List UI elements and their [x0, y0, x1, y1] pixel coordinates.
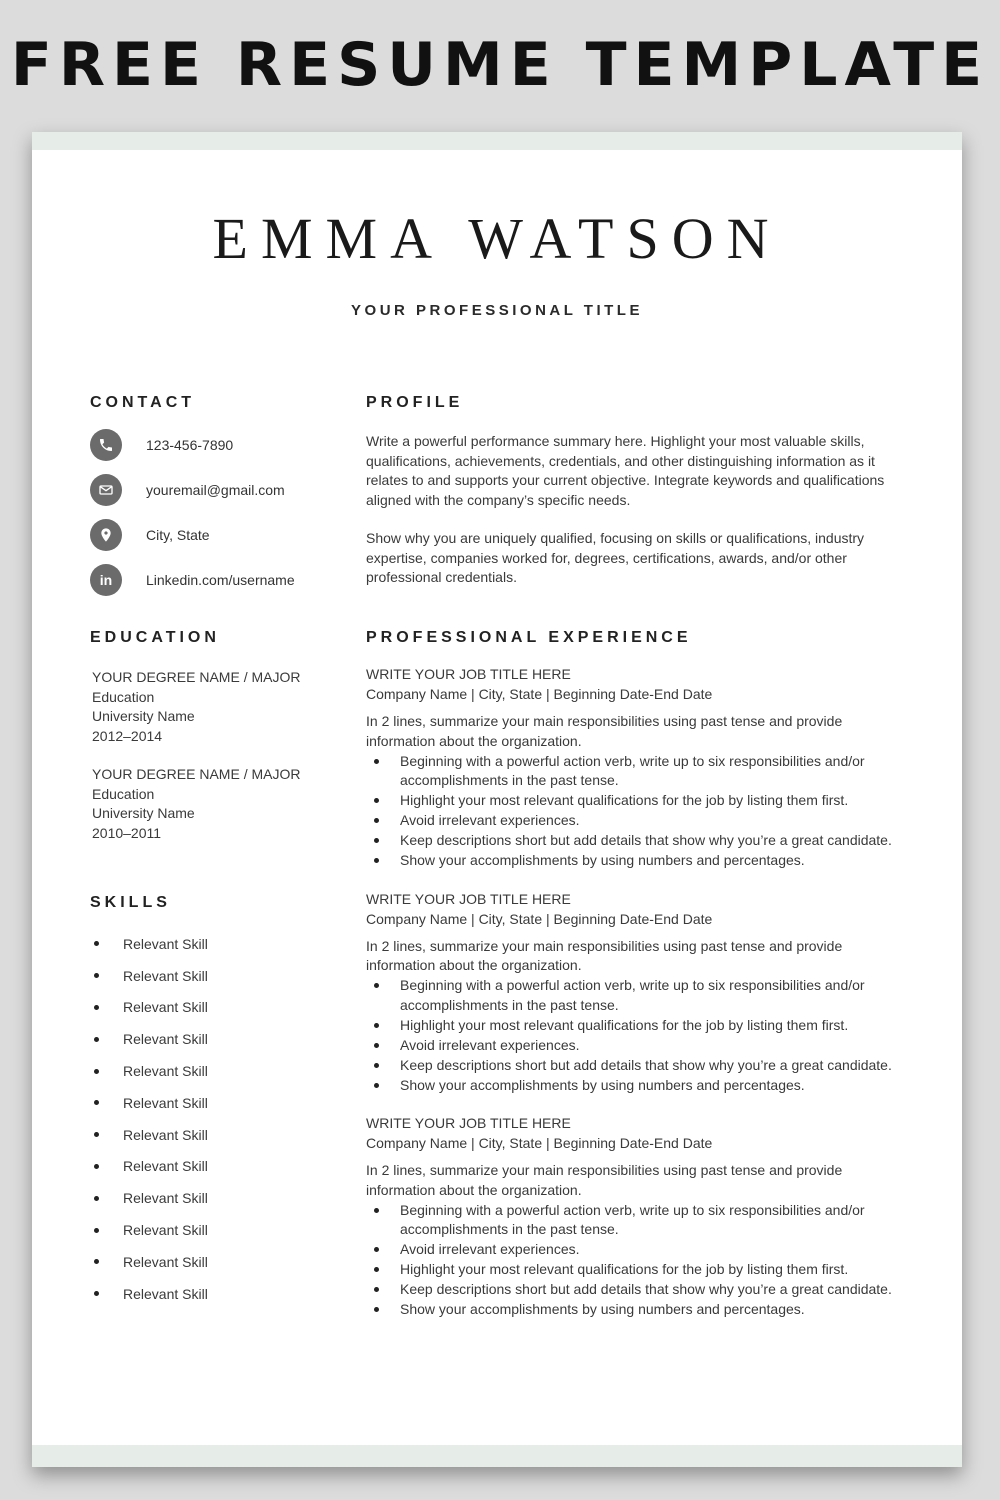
skill-item: Relevant Skill	[90, 960, 340, 992]
skill-item: Relevant Skill	[90, 1119, 340, 1151]
email-icon	[90, 474, 122, 506]
skill-item: Relevant Skill	[90, 1151, 340, 1183]
linkedin-icon: in	[90, 564, 122, 596]
profile-section	[366, 432, 906, 588]
education-heading: EDUCATION	[90, 629, 220, 646]
degree-name: YOUR DEGREE NAME / MAJOR	[92, 766, 301, 782]
profile-paragraph: Show why you are uniquely qualified, focusing on skills or qualifications, industry expertise, companies worked for, degrees, certifications, awards, and/or other professional credentials.	[366, 530, 865, 585]
job-title: WRITE YOUR JOB TITLE HERE	[366, 890, 571, 907]
job-bullets	[366, 752, 906, 871]
education-entry	[92, 668, 340, 746]
job-title: WRITE YOUR JOB TITLE HERE	[366, 1115, 571, 1131]
location-text: City, State	[146, 526, 210, 543]
job-meta: Company Name | City, State | Beginning Date-End Date	[366, 910, 713, 927]
job-meta: Company Name | City, State | Beginning Date-End Date	[366, 686, 713, 702]
skill-item: Relevant Skill	[90, 1182, 340, 1214]
experience-heading: PROFESSIONAL EXPERIENCE	[366, 629, 692, 646]
skill-item: Relevant Skill	[90, 928, 340, 960]
skill-item: Relevant Skill	[90, 1055, 340, 1087]
job-intro: In 2 lines, summarize your main responsibilities using past tense and provide information about the organization.	[366, 937, 843, 973]
banner-title: FREE RESUME TEMPLATE	[10, 30, 990, 100]
contact-location	[90, 512, 340, 557]
job-bullet: Show your accomplishments by using numbers and percentages.	[366, 1300, 906, 1320]
job-bullet: Highlight your most relevant qualifications for the job by listing them first.	[366, 1260, 906, 1280]
job-bullet: Keep descriptions short but add details that show why you’re a great candidate.	[366, 1056, 906, 1076]
job-bullet: Beginning with a powerful action verb, write up to six responsibilities and/or accomplishments in the past tense.	[366, 976, 906, 1015]
contact-list	[90, 422, 340, 602]
job-bullet: Highlight your most relevant qualifications for the job by listing them first.	[366, 791, 906, 811]
job-bullet: Avoid irrelevant experiences.	[366, 1036, 906, 1056]
contact-phone	[90, 422, 340, 467]
education-list	[90, 668, 340, 843]
resume-name: EMMA WATSON	[212, 206, 782, 271]
job-entry	[366, 889, 906, 1096]
skills-heading: SKILLS	[90, 894, 171, 911]
university-name: University Name	[92, 708, 195, 724]
job-bullet: Keep descriptions short but add details that show why you’re a great candidate.	[366, 831, 906, 851]
job-bullet: Beginning with a powerful action verb, write up to six responsibilities and/or accomplishments in the past tense.	[366, 752, 906, 791]
skill-item: Relevant Skill	[90, 1023, 340, 1055]
job-intro: In 2 lines, summarize your main responsibilities using past tense and provide information about the organization.	[366, 713, 843, 749]
degree-name: YOUR DEGREE NAME / MAJOR	[92, 669, 301, 685]
skill-item: Relevant Skill	[90, 1278, 340, 1310]
resume-page	[32, 132, 962, 1467]
skill-item: Relevant Skill	[90, 992, 340, 1024]
profile-paragraph: Write a powerful performance summary here. Highlight your most valuable skills, qualifications, achievements, credentials, and other distinguishing information as it relates to and supports your current objective. Integrate keywords and qualifications aligned with the company’s specific needs.	[366, 433, 885, 508]
job-bullet: Show your accomplishments by using numbers and percentages.	[366, 851, 906, 871]
job-bullets	[366, 1201, 906, 1320]
contact-heading: CONTACT	[90, 394, 196, 411]
job-title: WRITE YOUR JOB TITLE HERE	[366, 666, 571, 682]
job-bullets	[366, 976, 906, 1095]
email-text[interactable]: youremail@gmail.com	[146, 481, 285, 498]
skill-item: Relevant Skill	[90, 1246, 340, 1278]
phone-text: 123-456-7890	[146, 436, 234, 453]
job-bullet: Highlight your most relevant qualifications for the job by listing them first.	[366, 1016, 906, 1036]
skill-item: Relevant Skill	[90, 1214, 340, 1246]
phone-icon	[90, 429, 122, 461]
job-intro: In 2 lines, summarize your main responsibilities using past tense and provide information about the organization.	[366, 1162, 843, 1198]
professional-title: YOUR PROFESSIONAL TITLE	[351, 302, 643, 319]
degree-field: Education	[92, 688, 155, 705]
linkedin-text[interactable]: Linkedin.com/username	[146, 571, 295, 588]
job-bullet: Avoid irrelevant experiences.	[366, 811, 906, 831]
skills-list	[90, 928, 340, 1310]
job-meta: Company Name | City, State | Beginning Date-End Date	[366, 1135, 713, 1151]
job-bullet: Avoid irrelevant experiences.	[366, 1240, 906, 1260]
job-bullet: Beginning with a powerful action verb, write up to six responsibilities and/or accomplishments in the past tense.	[366, 1201, 906, 1240]
degree-field: Education	[92, 785, 155, 802]
profile-heading: PROFILE	[366, 394, 464, 411]
job-bullet: Show your accomplishments by using numbers and percentages.	[366, 1076, 906, 1096]
contact-email	[90, 467, 340, 512]
job-bullet: Keep descriptions short but add details that show why you’re a great candidate.	[366, 1280, 906, 1300]
education-entry	[92, 765, 340, 843]
contact-linkedin	[90, 557, 340, 602]
education-years: 2012–2014	[92, 727, 163, 744]
job-entry	[366, 1113, 906, 1320]
skill-item: Relevant Skill	[90, 1087, 340, 1119]
location-pin-icon	[90, 519, 122, 551]
education-years: 2010–2011	[92, 824, 162, 841]
experience-section	[366, 664, 906, 1338]
university-name: University Name	[92, 805, 195, 821]
job-entry	[366, 664, 906, 871]
